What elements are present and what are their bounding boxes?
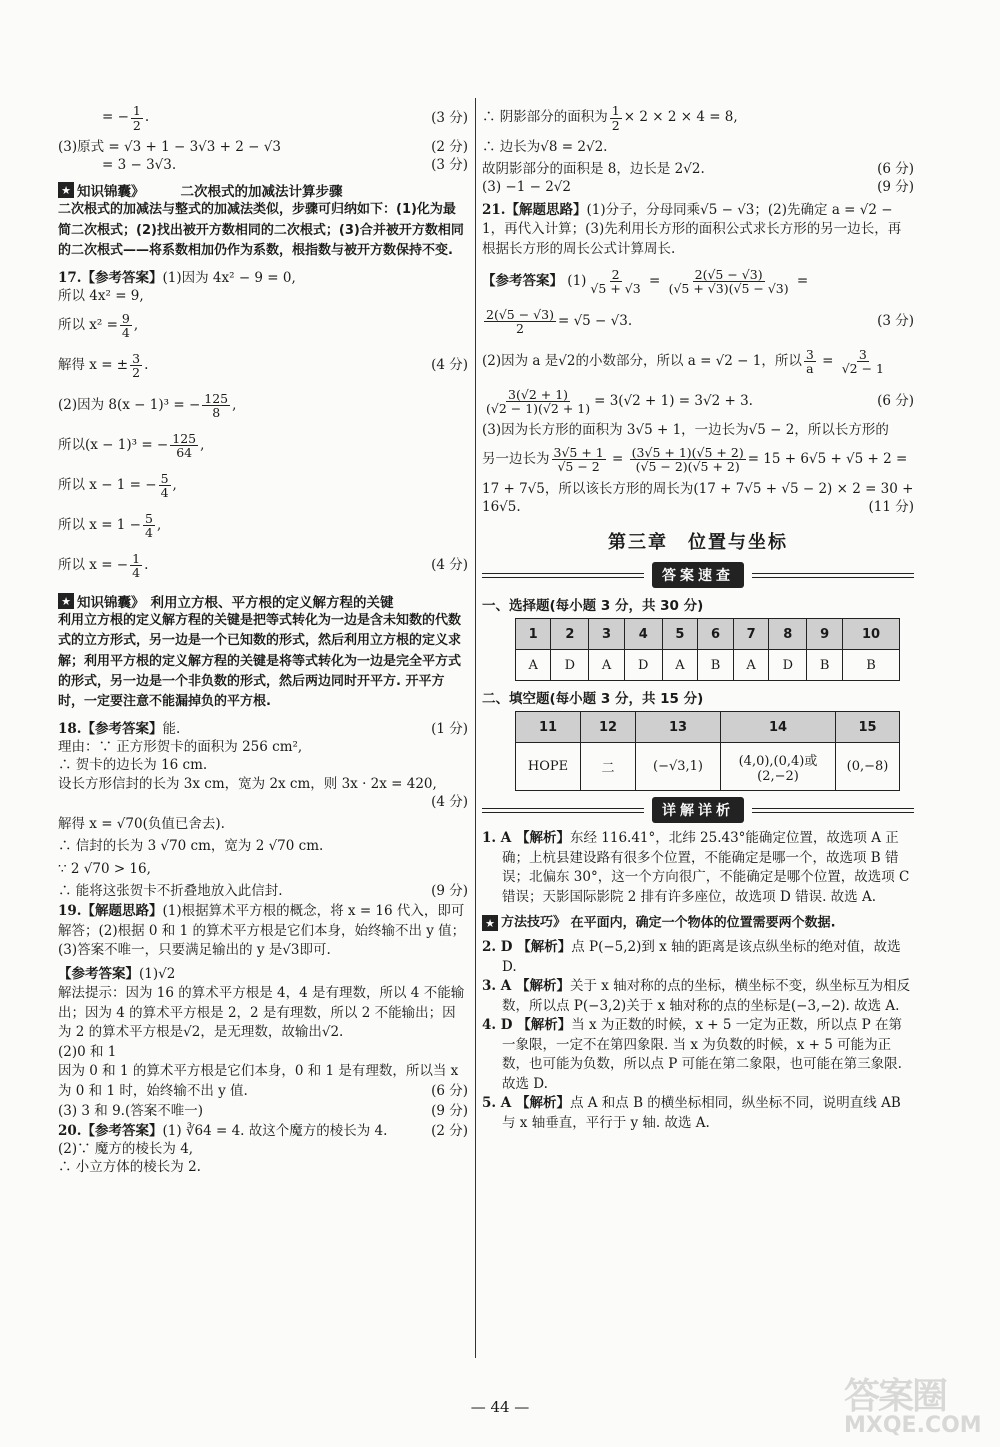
table-header-row: 1 2 3 4 5 6 7 8 9 10	[516, 619, 900, 650]
explain-5: 5. A 【解析】点 A 和点 B 的横坐标相同，纵坐标不同，说明直线 AB 与 x 轴垂直，平行于 y 轴. 故选 A.	[482, 1095, 901, 1131]
score: (2 分)	[431, 139, 468, 155]
line-original-expr: (3)原式 = √3 + 1 − 3√3 + 2 − √3 (2 分)	[58, 139, 468, 155]
question-21: 21.【解题思路】(1)分子，分母同乘√5 − √3；(2)先确定 a = √2 − 1，再代入计算；(3)先利用长方形的面积公式求长方形的另一边长，再根据长方形的周长公式计算周长. 【参考答案】 (1) $\frac{2}{√5 + √3}$ = $\frac{2(√5 - √3)}{(√5 + √3)(√5 - √3)}$ = $\frac{2(√5 - √3)}{2}$ = √5 − √3. (3 分) (2)因为 a 是√2的小数部分，所以 a = √2 − 1，所以 $\frac{3}{a}$ = $\frac{3}{√2 - 1}$ $\frac{3(√2 + 1)}{(√2 - 1)(√2 + 1)}$ = 3(√2 + 1) = 3√2 + 3. (6 分) (3)因为长方形的面积为 3√5 + 1，一边长为√5 − 2，所以长方形的 另一边长为 $\frac{3√5 + 1}{√5 - 2}$ = $\frac{(3√5 + 1)(√5 + 2)}{(√5 - 2)(√5 + 2)}$ = 15 + 6√5 + √5 + 2 = 17 + 7√5，所以该长方形的周长为(17 + 7√5 + √5 − 2) × 2 = 30 + 16√5. (11 分)	[482, 201, 914, 515]
score: (9 分)	[431, 882, 468, 899]
question-20: 20.【参考答案】(1) ∛64 = 4. 故这个魔方的棱长为 4. (2 分) (2)∵ 魔方的棱长为 4, ∴ 小立方体的棱长为 2.	[58, 1122, 468, 1176]
score: (3 分)	[431, 109, 468, 126]
score: (4 分)	[431, 793, 468, 810]
table-row: HOPE 二 (−√3,1) (4,0),(0,4)或(2,−2) (0,−8)	[516, 743, 900, 791]
score: (9 分)	[431, 1102, 468, 1119]
tip-icon: ★	[58, 182, 74, 198]
line-conclusion: 故阴影部分的面积是 8，边长是 2√2. (6 分)	[482, 161, 914, 178]
table-row: A D A D A B A D B B	[516, 650, 900, 681]
table-header-row: 11 12 13 14 15	[516, 712, 900, 743]
explain-2: 2. D 【解析】点 P(−5,2)到 x 轴的距离是该点纵坐标的绝对值，故选 D.	[482, 938, 901, 975]
score: (1 分)	[431, 721, 468, 737]
method-box: ★ 方法技巧 》 在平面内，确定一个物体的位置需要两个数据.	[482, 913, 914, 934]
fill-answer-table	[515, 711, 900, 791]
watermark-logo: 答案圈 MXQE.COM	[844, 1376, 982, 1438]
page-number: — 44 —	[470, 1398, 530, 1416]
question-17: 17.【参考答案】(1)因为 4x² − 9 = 0, 所以 4x² = 9, 所以 x² = $\frac{9}{4}$ , 解得 x = ± $\frac{3}{2}$ . (4 分) (2)因为 8(x − 1)³ = − $\frac{125}{8}$ , 所以(x − 1)³ = − $\frac{125}{64}$ , 所以 x − 1 = − $\frac{5}{4}$ , 所以 x = 1 − $\frac{5}{4}$ , 所以 x = − $\frac{1}{4}$ . (4 分)	[58, 269, 468, 580]
section-fill-title: 二、填空题(每小题 3 分，共 15 分)	[482, 691, 704, 707]
left-column	[58, 98, 468, 1176]
question-19: 19.【解题思路】(1)根据算术平方根的概念，将 x = 16 代入，即可解答；(2)根据 0 和 1 的算术平方根是它们本身，始终输不出 y 值；(3)答案不唯一，只要满足输出的 y 是√3即可. 【参考答案】(1)√2 解法提示：因为 16 的算术平方根是 4，4 是有理数，所以 4 不能输出；因为 4 的算术平方根是 2，2 是有理数，所以 2 不能输出；因为 2 的算术平方根是√2，是无理数，故输出√2. (2)0 和 1 因为 0 和 1 的算术平方根是它们本身，0 和 1 是有理数，所以当 x 为 0 和 1 时，始终输不出 y 值. (6 分) (3) 3 和 9.(答案不唯一) (9 分)	[58, 902, 468, 1119]
method-badge: ★ 方法技巧 》	[482, 913, 566, 933]
knowledge-body: 二次根式的加减法与整式的加减法类似，步骤可归纳如下：(1)化为最简二次根式；(2)找出被开方数相同的二次根式；(3)合并被开方数相同的二次根式——将系数相加仍作为系数，根指数与被开方数保持不变.	[58, 202, 464, 258]
column-divider	[475, 98, 476, 1358]
score: (3 分)	[431, 157, 468, 174]
tip-icon: ★	[58, 593, 74, 609]
score: (3 分)	[877, 313, 914, 330]
score: (9 分)	[877, 179, 914, 196]
line-result-half: = − $\frac{1}{2}$ . (3 分)	[102, 103, 468, 133]
line-shadow-area: ∴ 阴影部分的面积为 $\frac{1}{2}$ × 2 × 2 × 4 = 8,	[482, 103, 738, 133]
section-choice-title: 一、选择题(每小题 3 分，共 30 分)	[482, 598, 704, 614]
knowledge-box-2	[58, 591, 468, 712]
knowledge-badge: ★ 知识锦囊 》	[58, 591, 145, 611]
knowledge-title: 利用立方根、平方根的定义解方程的关键	[150, 595, 394, 612]
explain-4: 4. D 【解析】当 x 为正数的时候，x + 5 一定为正数，所以点 P 在第一象限，一定不在第四象限. 当 x 为负数的时候，x + 5 可能为正数，也可能为负数，所以点 P 可能在第二象限，也可能在第三象限. 故选 D.	[482, 1017, 902, 1092]
score: (6 分)	[877, 393, 914, 410]
knowledge-box-1	[58, 180, 468, 260]
choice-answer-table	[515, 618, 900, 681]
explain-3: 3. A 【解析】关于 x 轴对称的点的坐标，横坐标不变，纵坐标互为相反数，所以点 P(−3,2)关于 x 轴对称的点的坐标是(−3,−2). 故选 A.	[482, 978, 911, 1014]
knowledge-body: 利用立方根的定义解方程的关键是把等式转化为一边是含未知数的代数式的立方形式，另一边是一个已知数的形式，然后利用立方根的定义求解；利用平方根的定义解方程的关键是将等式转化为一边是完全平方式的形式，另一边是一个非负数的形式，然后两边同时开平方. 开平方时，一定要注意不能漏掉负的平方根.	[58, 613, 462, 709]
line-side-length: ∴ 边长为√8 = 2√2.	[482, 139, 608, 155]
explain-1: 1. A 【解析】东经 116.41°，北纬 25.43°能确定位置，故选项 A 正确；上杭县建设路有很多个位置，不能确定是哪一个，故选项 B 错误；北偏东 30°，这一个方向很广，不能确定是哪个位置，故选项 C 错误；天影国际影院 2 排有许多座位，故选项 D 错误. 故选 A.	[482, 830, 910, 905]
detail-banner: 详解详析	[482, 797, 914, 823]
chapter-title: 第三章 位置与坐标	[608, 532, 788, 553]
score: (4 分)	[431, 357, 468, 374]
score: (6 分)	[431, 1083, 468, 1100]
tip-icon: ★	[482, 915, 498, 931]
score: (2 分)	[431, 1122, 468, 1139]
score: (4 分)	[431, 557, 468, 574]
score: (11 分)	[868, 498, 914, 515]
knowledge-badge: ★ 知识锦囊 》	[58, 180, 145, 200]
answer-quick-banner: 答案速查	[482, 562, 914, 588]
line-part3: (3) −1 − 2√2 (9 分)	[482, 179, 914, 196]
fraction: $\frac{1}{2}$	[132, 103, 141, 133]
right-column	[482, 98, 914, 1134]
score: (6 分)	[877, 161, 914, 178]
question-18: 18.【参考答案】能. (1 分) 理由：∵ 正方形贺卡的面积为 256 cm², ∴ 贺卡的边长为 16 cm. 设长方形信封的长为 3x cm，宽为 2x cm，则 3x · 2x = 420, (4 分) 解得 x = √70(负值已舍去). ∴ 信封的长为 3 √70 cm，宽为 2 √70 cm. ∵ 2 √70 > 16, ∴ 能将这张贺卡不折叠地放入此信封. (9 分)	[58, 721, 468, 899]
line-expr-result: = 3 − 3√3. (3 分)	[102, 157, 468, 174]
knowledge-title: 二次根式的加减法计算步骤	[180, 184, 343, 201]
